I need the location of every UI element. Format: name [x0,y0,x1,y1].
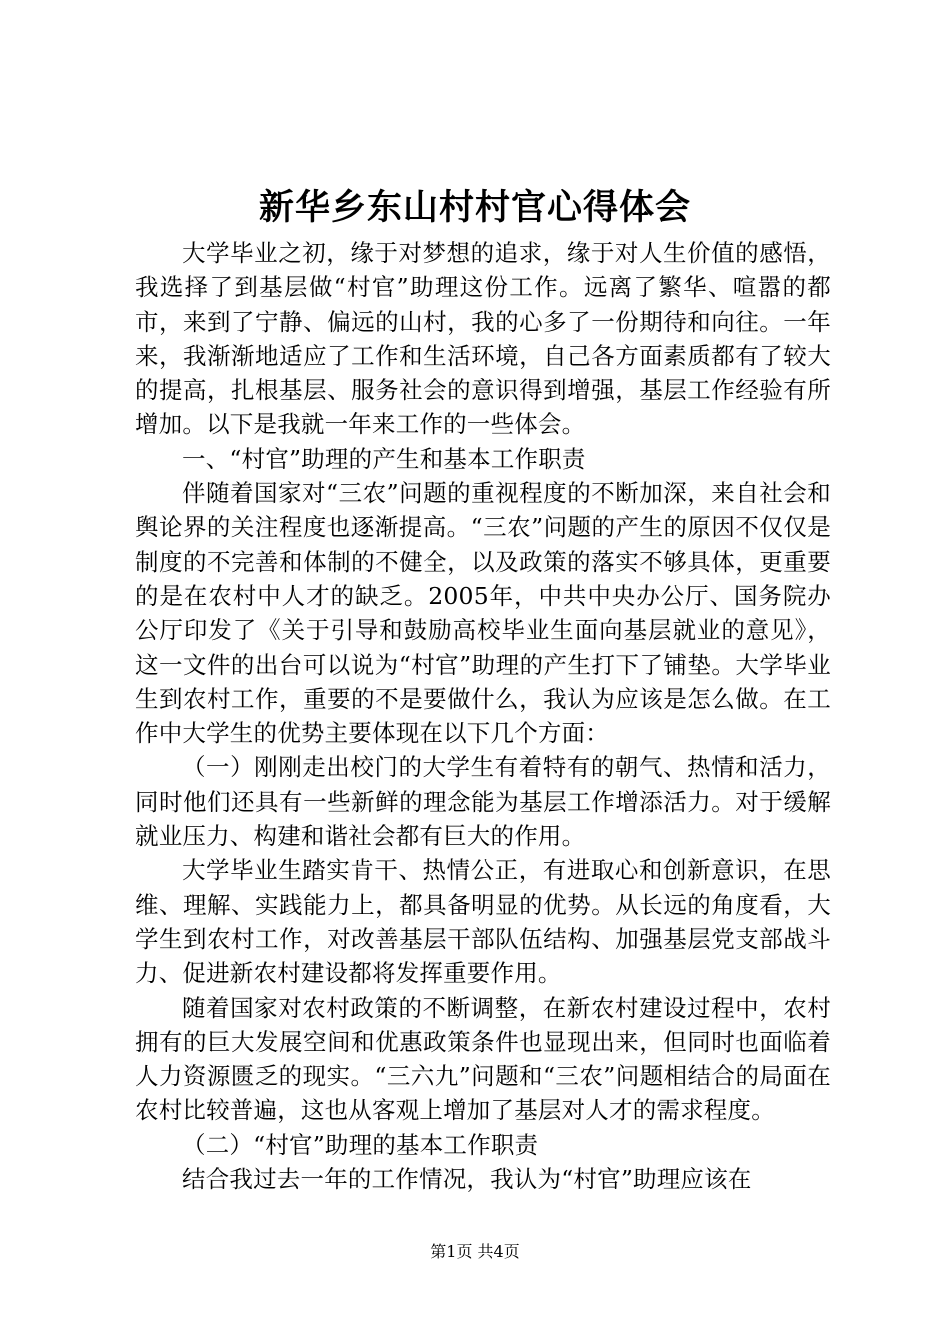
section-heading-1: 一、“村官”助理的产生和基本工作职责 [182,444,586,473]
paragraph-background: 伴随着国家对“三农”问题的重视程度的不断加深，来自社会和舆论界的关注程度也逐渐提高。“三农”问题的产生的原因不仅仅是制度的不完善和体制的不健全，以及政策的落实不够具体，更重要的是在农村中人才的缺乏。2005年，中共中央办公厅、国务院办公厅印发了《关于引导和鼓励高校毕业生面向基层就业的意见》，这一文件的出台可以说为“村官”助理的产生打下了铺垫。大学毕业生到农村工作，重要的不是要做什么，我认为应该是怎么做。在工作中大学生的优势主要体现在以下几个方面： [135,479,831,748]
document-body [135,236,831,1196]
section-heading-2: （二）“村官”助理的基本工作职责 [182,1130,539,1159]
page-footer: 第1页 共4页 [430,1242,520,1261]
paragraph-policy: 随着国家对农村政策的不断调整，在新农村建设过程中，农村拥有的巨大发展空间和优惠政策条件也显现出来，但同时也面临着人力资源匮乏的现实。“三六九”问题和“三农”问题相结合的局面在农村比较普遍，这也从客观上增加了基层对人才的需求程度。 [135,993,831,1125]
paragraph-point-1: （一）刚刚走出校门的大学生有着特有的朝气、热情和活力，同时他们还具有一些新鲜的理念能为基层工作增添活力。对于缓解就业压力、构建和谐社会都有巨大的作用。 [135,753,831,851]
document-title: 新华乡东山村村官心得体会 [258,187,691,228]
paragraph-intro: 大学毕业之初，缘于对梦想的追求，缘于对人生价值的感悟，我选择了到基层做“村官”助理这份工作。远离了繁华、喧嚣的都市，来到了宁静、偏远的山村，我的心多了一份期待和向往。一年来，我渐渐地适应了工作和生活环境，自己各方面素质都有了较大的提高，扎根基层、服务社会的意识得到增强，基层工作经验有所增加。以下是我就一年来工作的一些体会。 [135,239,831,439]
paragraph-duties-start: 结合我过去一年的工作情况，我认为“村官”助理应该在 [182,1165,752,1194]
paragraph-advantages: 大学毕业生踏实肯干、热情公正，有进取心和创新意识，在思维、理解、实践能力上，都具备明显的优势。从长远的角度看，大学生到农村工作，对改善基层干部队伍结构、加强基层党支部战斗力、促进新农村建设都将发挥重要作用。 [135,856,831,988]
